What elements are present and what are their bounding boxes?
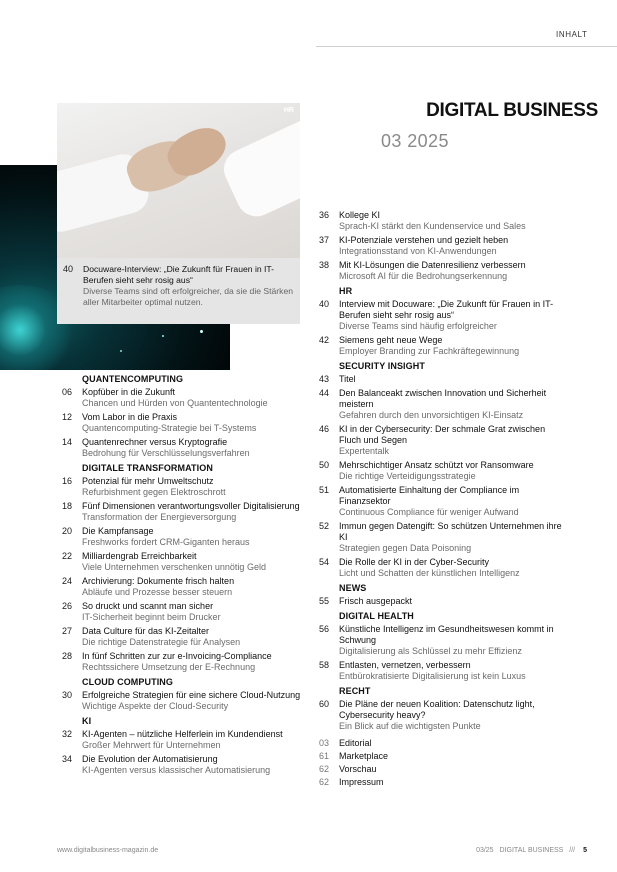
- toc-entry-page: 34: [62, 754, 73, 764]
- toc-entry-subtitle: Die richtige Verteidigungsstrategie: [339, 471, 476, 481]
- toc-entry-title: Kopfüber in die Zukunft: [82, 387, 176, 397]
- toc-entry-page: 16: [62, 476, 73, 486]
- toc-section-heading: NEWS: [339, 583, 367, 593]
- toc-entry: [62, 754, 302, 776]
- toc-regular-entry: [319, 751, 569, 762]
- toc-entry: [62, 690, 302, 712]
- toc-entry: [62, 501, 302, 523]
- toc-entry-page: 56: [319, 624, 330, 634]
- toc-entry-page: 32: [62, 729, 73, 739]
- toc-entry-text: [82, 626, 302, 648]
- toc-entry-subtitle: Abläufe und Prozesse besser steuern: [82, 587, 233, 597]
- toc-regular-title: Editorial: [339, 738, 372, 748]
- toc-entry-text: [339, 624, 569, 657]
- footer-website: www.digitalbusiness-magazin.de: [57, 847, 159, 854]
- toc-section-heading: DIGITAL HEALTH: [339, 611, 414, 621]
- toc-entry-page: 30: [62, 690, 73, 700]
- toc-entry-text: [339, 521, 569, 554]
- toc-entry-title: Die Kampfansage: [82, 526, 154, 536]
- toc-regular-title: Vorschau: [339, 764, 377, 774]
- toc-entry-subtitle: Entbürokratisierte Digitalisierung ist kein Luxus: [339, 671, 526, 681]
- toc-left-column: [62, 374, 302, 779]
- toc-entry-subtitle: Integrationsstand von KI-Anwendungen: [339, 246, 497, 256]
- toc-entry-subtitle: Transformation der Energieversorgung: [82, 512, 237, 522]
- photo-credit: HR: [283, 107, 294, 114]
- toc-section-heading: CLOUD COMPUTING: [82, 677, 173, 687]
- toc-entry-page: 14: [62, 437, 73, 447]
- toc-entry-page: 38: [319, 260, 330, 270]
- toc-entry-subtitle: Gefahren durch den unvorsichtigen KI-Einsatz: [339, 410, 524, 420]
- toc-entry-page: 54: [319, 557, 330, 567]
- toc-entry-subtitle: Quantencomputing-Strategie bei T-Systems: [82, 423, 257, 433]
- toc-regular-page: 62: [319, 777, 330, 787]
- toc-entry-subtitle: Viele Unternehmen verschenken unnötig Geld: [82, 562, 266, 572]
- toc-regular-page: 03: [319, 738, 330, 748]
- toc-entry-text: [339, 335, 569, 357]
- toc-entry-title: KI in der Cybersecurity: Der schmale Grat zwischen Fluch und Segen: [339, 424, 546, 445]
- toc-entry-subtitle: Die richtige Datenstrategie für Analysen: [82, 637, 241, 647]
- toc-entry-page: 20: [62, 526, 73, 536]
- toc-entry-title: Künstliche Intelligenz im Gesundheitswesen kommt in Schwung: [339, 624, 554, 645]
- toc-section-heading: KI: [82, 716, 92, 726]
- toc-entry-page: 58: [319, 660, 330, 670]
- toc-entry-page: 52: [319, 521, 330, 531]
- footer-issue: 03/25: [476, 847, 494, 854]
- toc-entry: [319, 557, 569, 579]
- toc-entry-text: [82, 729, 302, 751]
- toc-entry-page: 51: [319, 485, 330, 495]
- footer-folio: [476, 847, 587, 854]
- toc-entry-text: [339, 260, 569, 282]
- toc-entry-text: [82, 501, 302, 523]
- toc-entry-title: Quantenrechner versus Kryptografie: [82, 437, 228, 447]
- toc-entry-subtitle: Continuous Compliance für weniger Aufwand: [339, 507, 519, 517]
- toc-entry-page: 55: [319, 596, 330, 606]
- toc-entry-page: 26: [62, 601, 73, 611]
- toc-regular-page: 61: [319, 751, 330, 761]
- toc-entry-title: Titel: [339, 374, 356, 384]
- toc-entry: [319, 210, 569, 232]
- toc-entry-subtitle: Freshworks fordert CRM-Giganten heraus: [82, 537, 250, 547]
- feature-photo-handshake: [57, 103, 300, 258]
- toc-entry: [319, 624, 569, 657]
- toc-entry-page: 60: [319, 699, 330, 709]
- toc-entry-title: Archivierung: Dokumente frisch halten: [82, 576, 235, 586]
- toc-entry-subtitle: Employer Branding zur Fachkräftegewinnung: [339, 346, 520, 356]
- toc-entry-title: Siemens geht neue Wege: [339, 335, 443, 345]
- toc-entry-title: Immun gegen Datengift: So schützen Unternehmen ihre KI: [339, 521, 562, 542]
- toc-entry-title: Mit KI-Lösungen die Datenresilienz verbessern: [339, 260, 526, 270]
- toc-entry-page: 46: [319, 424, 330, 434]
- toc-entry-text: [339, 460, 569, 482]
- toc-entry-page: 40: [319, 299, 330, 309]
- toc-entry: [62, 412, 302, 434]
- header-divider: [316, 46, 617, 47]
- toc-right-column: [319, 210, 569, 790]
- toc-entry-page: 50: [319, 460, 330, 470]
- toc-entry-title: In fünf Schritten zur zur e-Invoicing-Compliance: [82, 651, 272, 661]
- toc-entry-title: KI-Agenten – nützliche Helferlein im Kundendienst: [82, 729, 283, 739]
- toc-entry: [319, 388, 569, 421]
- toc-entry-title: Potenzial für mehr Umweltschutz: [82, 476, 214, 486]
- toc-regular-entry: [319, 738, 569, 749]
- toc-entry: [319, 424, 569, 457]
- toc-entry-text: [82, 476, 302, 498]
- toc-entry: [62, 437, 302, 459]
- toc-regular-page: 62: [319, 764, 330, 774]
- toc-entry-page: 43: [319, 374, 330, 384]
- toc-entry-subtitle: Chancen und Hürden von Quantentechnologie: [82, 398, 268, 408]
- magazine-title: DIGITAL BUSINESS: [426, 100, 598, 121]
- toc-entry: [319, 596, 569, 607]
- toc-section-heading: HR: [339, 286, 353, 296]
- toc-entry-text: [339, 235, 569, 257]
- toc-section-heading: DIGITALE TRANSFORMATION: [82, 463, 213, 473]
- toc-entry-text: [82, 526, 302, 548]
- toc-entry-text: [339, 557, 569, 579]
- feature-title: Docuware-Interview: „Die Zukunft für Frauen in IT-Berufen sieht sehr rosig aus“: [83, 264, 275, 285]
- toc-entry: [319, 374, 569, 385]
- toc-entry: [319, 299, 569, 332]
- toc-entry-text: [339, 596, 569, 607]
- toc-entry-text: [339, 374, 569, 385]
- toc-entry-page: 12: [62, 412, 73, 422]
- toc-entry: [319, 460, 569, 482]
- toc-section-heading: RECHT: [339, 686, 371, 696]
- toc-entry-text: [82, 576, 302, 598]
- toc-entry-text: [82, 754, 302, 776]
- toc-entry-title: Die Rolle der KI in der Cyber-Security: [339, 557, 490, 567]
- toc-entry-page: 28: [62, 651, 73, 661]
- toc-entry-text: [339, 210, 569, 232]
- toc-entry: [62, 729, 302, 751]
- toc-entry-title: Data Culture für das KI-Zeitalter: [82, 626, 210, 636]
- toc-entry-text: [82, 437, 302, 459]
- toc-entry-title: Die Pläne der neuen Koalition: Datenschutz light, Cybersecurity heavy?: [339, 699, 535, 720]
- feature-caption: [57, 258, 300, 324]
- toc-entry: [62, 601, 302, 623]
- feature-subtitle: Diverse Teams sind oft erfolgreicher, da sie die Stärken aller Mitarbeiter optimal nutzen.: [83, 286, 294, 307]
- toc-entry: [62, 626, 302, 648]
- toc-entry-subtitle: Licht und Schatten der künstlichen Intelligenz: [339, 568, 520, 578]
- toc-entry-title: Fünf Dimensionen verantwortungsvoller Digitalisierung: [82, 501, 300, 511]
- toc-entry: [319, 521, 569, 554]
- toc-entry-page: 18: [62, 501, 73, 511]
- toc-entry-page: 42: [319, 335, 330, 345]
- footer-separator: ///: [569, 847, 576, 854]
- toc-entry-text: [339, 424, 569, 457]
- footer-magazine: DIGITAL BUSINESS: [499, 847, 564, 854]
- toc-entry-subtitle: Rechtssichere Umsetzung der E-Rechnung: [82, 662, 256, 672]
- toc-entry: [319, 485, 569, 518]
- toc-entry-title: Entlasten, vernetzen, verbessern: [339, 660, 471, 670]
- toc-entry-text: [339, 299, 569, 332]
- toc-entry-subtitle: Expertentalk: [339, 446, 390, 456]
- toc-entry-subtitle: IT-Sicherheit beginnt beim Drucker: [82, 612, 221, 622]
- toc-entry: [62, 476, 302, 498]
- toc-entry-title: Automatisierte Einhaltung der Compliance im Finanzsektor: [339, 485, 520, 506]
- toc-entry-subtitle: Diverse Teams sind häufig erfolgreicher: [339, 321, 497, 331]
- toc-entry-title: Den Balanceakt zwischen Innovation und Sicherheit meistern: [339, 388, 547, 409]
- toc-regular-entry: [319, 764, 569, 775]
- toc-entry-page: 24: [62, 576, 73, 586]
- toc-entry-title: Frisch ausgepackt: [339, 596, 413, 606]
- toc-entry-page: 22: [62, 551, 73, 561]
- toc-entry: [319, 699, 569, 732]
- toc-entry-subtitle: Strategien gegen Data Poisoning: [339, 543, 472, 553]
- toc-regular-entry: [319, 777, 569, 788]
- toc-entry-subtitle: KI-Agenten versus klassischer Automatisierung: [82, 765, 271, 775]
- toc-entry: [62, 651, 302, 673]
- toc-entry-title: Die Evolution der Automatisierung: [82, 754, 218, 764]
- toc-entry-subtitle: Ein Blick auf die wichtigsten Punkte: [339, 721, 481, 731]
- toc-entry: [319, 260, 569, 282]
- toc-entry-subtitle: Wichtige Aspekte der Cloud-Security: [82, 701, 229, 711]
- toc-entry-text: [82, 387, 302, 409]
- toc-entry-subtitle: Sprach-KI stärkt den Kundenservice und Sales: [339, 221, 526, 231]
- toc-entry-page: 36: [319, 210, 330, 220]
- toc-entry-subtitle: Microsoft AI für die Bedrohungserkennung: [339, 271, 508, 281]
- toc-entry: [319, 335, 569, 357]
- toc-regular-title: Marketplace: [339, 751, 389, 761]
- toc-entry-title: Milliardengrab Erreichbarkeit: [82, 551, 197, 561]
- feature-page-number: 40: [63, 264, 74, 274]
- toc-entry-text: [339, 660, 569, 682]
- toc-entry: [62, 387, 302, 409]
- toc-entry-text: [82, 690, 302, 712]
- toc-entry-subtitle: Refurbishment gegen Elektroschrott: [82, 487, 226, 497]
- footer-page-number: 5: [583, 847, 587, 854]
- toc-entry-title: Interview mit Docuware: „Die Zukunft für Frauen in IT-Berufen sieht sehr rosig aus“: [339, 299, 554, 320]
- toc-entry: [319, 235, 569, 257]
- toc-regular-title: Impressum: [339, 777, 384, 787]
- toc-section-heading: SECURITY INSIGHT: [339, 361, 425, 371]
- toc-entry-title: Erfolgreiche Strategien für eine sichere Cloud-Nutzung: [82, 690, 301, 700]
- toc-entry-text: [339, 699, 569, 732]
- toc-entry-text: [82, 651, 302, 673]
- toc-entry-text: [82, 601, 302, 623]
- toc-entry-text: [339, 485, 569, 518]
- toc-section-heading: QUANTENCOMPUTING: [82, 374, 184, 384]
- section-header-label: INHALT: [556, 30, 588, 39]
- toc-entry-text: [339, 388, 569, 421]
- toc-entry-title: Kollege KI: [339, 210, 381, 220]
- toc-entry: [62, 576, 302, 598]
- toc-entry-title: So druckt und scannt man sicher: [82, 601, 214, 611]
- toc-entry-subtitle: Großer Mehrwert für Unternehmen: [82, 740, 221, 750]
- toc-entry-title: Mehrschichtiger Ansatz schützt vor Ransomware: [339, 460, 534, 470]
- toc-entry-page: 27: [62, 626, 73, 636]
- toc-entry: [62, 551, 302, 573]
- toc-entry-text: [82, 551, 302, 573]
- toc-entry-subtitle: Digitalisierung als Schlüssel zu mehr Effizienz: [339, 646, 522, 656]
- toc-entry-text: [82, 412, 302, 434]
- toc-entry-page: 44: [319, 388, 330, 398]
- toc-entry-subtitle: Bedrohung für Verschlüsselungsverfahren: [82, 448, 250, 458]
- toc-entry-page: 37: [319, 235, 330, 245]
- toc-entry: [319, 660, 569, 682]
- toc-regular-sections: [319, 738, 569, 788]
- toc-entry-title: KI-Potenziale verstehen und gezielt heben: [339, 235, 509, 245]
- issue-number: 03 2025: [381, 131, 449, 151]
- toc-entry-page: 06: [62, 387, 73, 397]
- toc-entry: [62, 526, 302, 548]
- toc-entry-title: Vom Labor in die Praxis: [82, 412, 178, 422]
